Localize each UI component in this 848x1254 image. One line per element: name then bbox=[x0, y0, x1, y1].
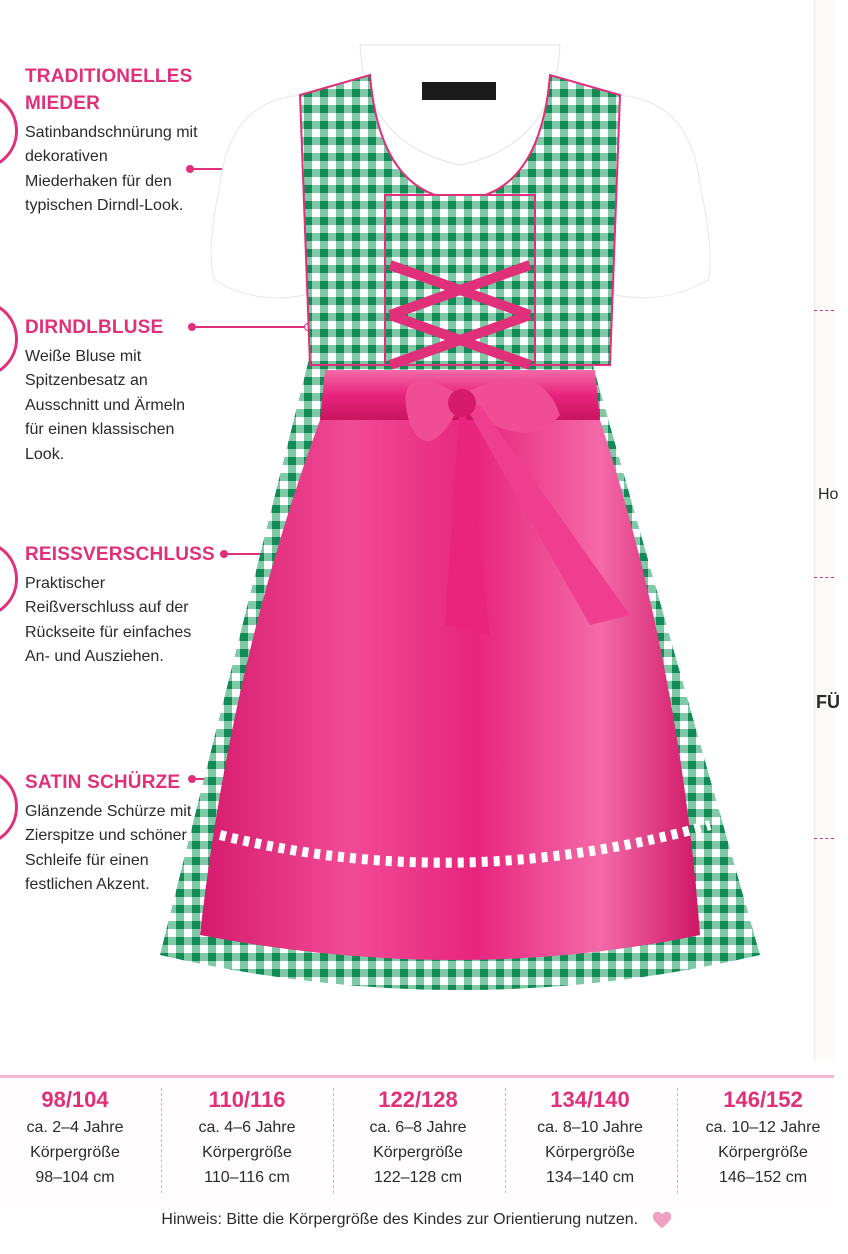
panel-heading-fragment: FÜ bbox=[816, 692, 840, 712]
feature-title: SATIN SCHÜRZE bbox=[25, 772, 181, 793]
size-age: ca. 2–4 Jahre bbox=[26, 1119, 124, 1136]
feature-title: TRADITIONELLES MIEDER bbox=[25, 66, 193, 114]
panel-text-fragment: Ho bbox=[818, 486, 839, 503]
size-height: 122–128 cm bbox=[373, 1169, 463, 1186]
size-height-label: Körpergröße bbox=[373, 1144, 463, 1161]
detail-circle-2 bbox=[0, 300, 18, 378]
size-height: 110–116 cm bbox=[204, 1169, 290, 1186]
detail-circle-4 bbox=[0, 768, 18, 846]
size-height: 134–140 cm bbox=[545, 1169, 635, 1186]
size-age: ca. 6–8 Jahre bbox=[369, 1119, 467, 1136]
size-age: ca. 4–6 Jahre bbox=[198, 1119, 296, 1136]
size-column bbox=[505, 1085, 675, 1190]
panel-divider bbox=[814, 577, 834, 578]
size-label: 146/152 bbox=[723, 1087, 803, 1112]
detail-circle-3 bbox=[0, 540, 18, 618]
hint-text: Hinweis: Bitte die Körpergröße des Kindes zur Orientierung nutzen. bbox=[161, 1211, 639, 1228]
size-label: 98/104 bbox=[41, 1087, 109, 1112]
size-column bbox=[162, 1085, 332, 1190]
panel-divider bbox=[814, 838, 834, 839]
size-height-label: Körpergröße bbox=[30, 1144, 120, 1161]
size-hint bbox=[0, 1208, 834, 1232]
size-height: 146–152 cm bbox=[718, 1169, 808, 1186]
size-height: 98–104 cm bbox=[35, 1169, 115, 1186]
size-column bbox=[333, 1085, 503, 1190]
size-label: 110/116 bbox=[208, 1087, 286, 1112]
feature-text: Weiße Bluse mit Spitzenbesatz an Ausschnitt und Ärmeln für einen klassischen Look. bbox=[25, 348, 186, 463]
feature-title: DIRNDLBLUSE bbox=[25, 317, 164, 338]
size-column bbox=[678, 1085, 848, 1190]
size-label: 122/128 bbox=[378, 1087, 458, 1112]
heart-icon bbox=[651, 1209, 673, 1231]
size-height-label: Körpergröße bbox=[202, 1144, 292, 1161]
feature-title: REISSVERSCHLUSS bbox=[25, 544, 215, 565]
size-age: ca. 10–12 Jahre bbox=[705, 1119, 821, 1136]
panel-divider bbox=[814, 310, 834, 311]
size-label: 134/140 bbox=[550, 1087, 630, 1112]
feature-text: Satinbandschnürung mit dekorativen Miederhaken für den typischen Dirndl-Look. bbox=[25, 124, 198, 215]
size-column bbox=[0, 1085, 160, 1190]
size-height-label: Körpergröße bbox=[545, 1144, 635, 1161]
adjacent-panel bbox=[814, 0, 835, 1060]
dirndl-illustration bbox=[160, 25, 760, 1025]
size-height-label: Körpergröße bbox=[718, 1144, 808, 1161]
size-age: ca. 8–10 Jahre bbox=[537, 1119, 643, 1136]
feature-text: Glänzende Schürze mit Zierspitze und schöner Schleife für einen festlichen Akzent. bbox=[25, 803, 192, 894]
feature-text: Praktischer Reißverschluss auf der Rückseite für einfaches An- und Ausziehen. bbox=[25, 575, 192, 666]
detail-circle-1 bbox=[0, 92, 18, 170]
